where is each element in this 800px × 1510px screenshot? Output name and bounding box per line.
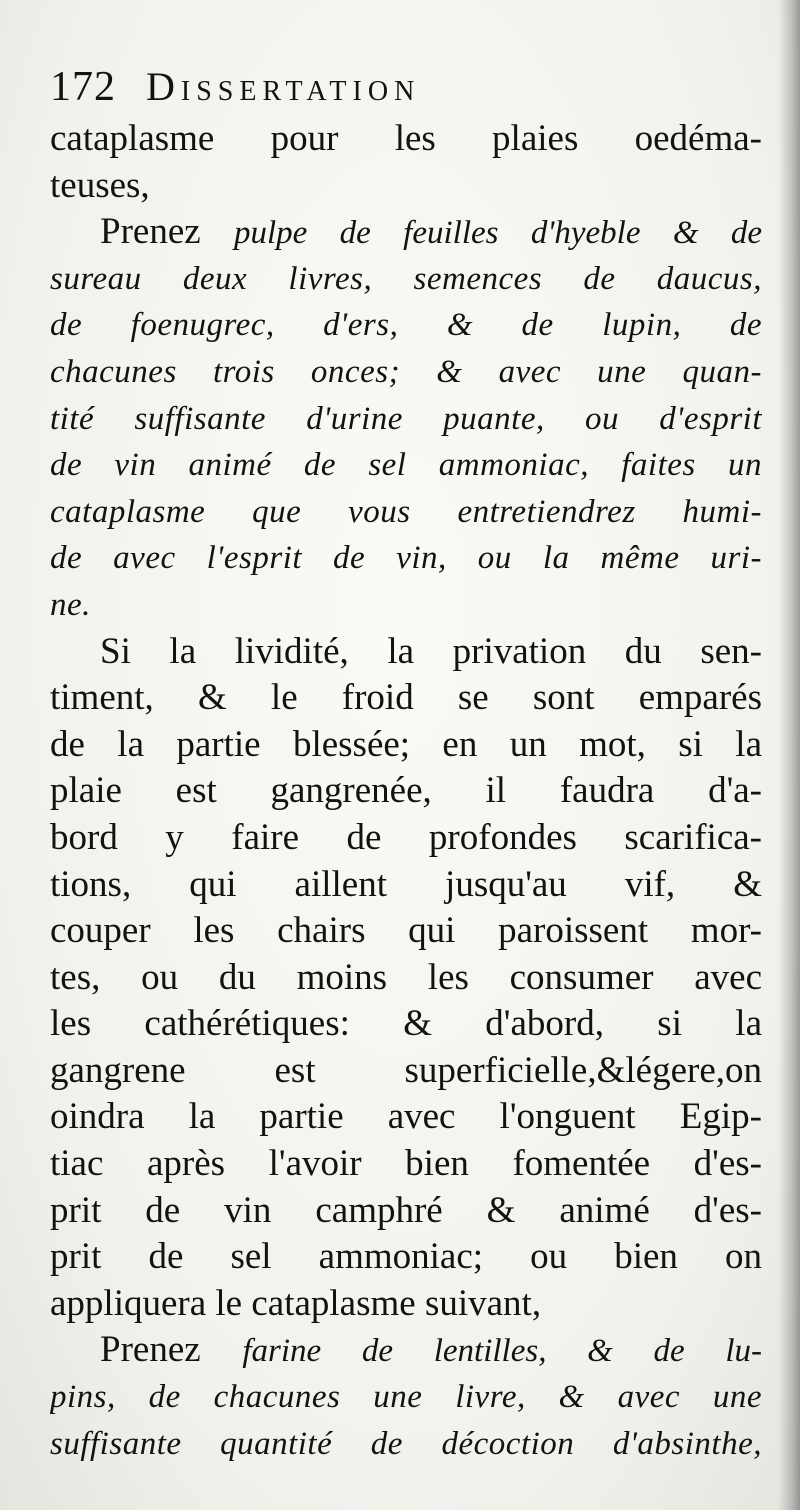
page-edge-shadow bbox=[778, 0, 800, 1510]
text-line: de la partie blessée; en un mot, si la bbox=[50, 723, 762, 765]
text-line: prit de vin camphré & animé d'es- bbox=[50, 1189, 762, 1231]
text-line: gangrene est superficielle,&légere,on bbox=[50, 1049, 762, 1091]
text-line: oindra la partie avec l'onguent Egip- bbox=[50, 1096, 762, 1138]
text-line-lead: Prenez bbox=[100, 211, 201, 253]
page-text bbox=[50, 58, 762, 1467]
running-head: Dissertation bbox=[146, 64, 421, 109]
text-line: Si la lividité, la privation du sen- bbox=[100, 630, 762, 672]
page-header bbox=[50, 58, 762, 116]
text-line: tiac après l'avoir bien fomentée d'es- bbox=[50, 1143, 762, 1185]
text-line bbox=[50, 209, 762, 256]
text-line: teuses, bbox=[50, 164, 150, 206]
text-line: prit de sel ammoniac; ou bien on bbox=[50, 1236, 762, 1278]
text-line-lead: Prenez bbox=[100, 1329, 201, 1371]
text-line: chacunes trois onces; & avec une quan- bbox=[50, 353, 762, 390]
text-line: de avec l'esprit de vin, ou la même uri- bbox=[50, 540, 762, 577]
text-line: tions, qui aillent jusqu'au vif, & bbox=[50, 863, 762, 905]
text-line: bord y faire de profondes scarifica- bbox=[50, 816, 762, 858]
text-line: de vin animé de sel ammoniac, faites un bbox=[50, 447, 762, 484]
text-line: pins, de chacunes une livre, & avec une bbox=[50, 1379, 762, 1416]
text-line: cataplasme pour les plaies oedéma- bbox=[50, 118, 762, 159]
text-line: sureau deux livres, semences de daucus, bbox=[50, 260, 762, 297]
text-line: tité suffisante d'urine puante, ou d'esprit bbox=[50, 400, 762, 437]
text-line: appliquera le cataplasme suivant, bbox=[50, 1282, 542, 1324]
text-line: tes, ou du moins les consumer avec bbox=[50, 956, 762, 998]
text-line: plaie est gangrenée, il faudra d'a- bbox=[50, 770, 762, 812]
text-line bbox=[50, 1327, 762, 1374]
text-line: timent, & le froid se sont emparés bbox=[50, 677, 762, 719]
text-line: les cathérétiques: & d'abord, si la bbox=[50, 1003, 762, 1045]
text-line: de foenugrec, d'ers, & de lupin, de bbox=[50, 307, 762, 344]
text-line: suffisante quantité de décoction d'absinthe, bbox=[50, 1425, 762, 1462]
text-line-italic: pulpe de feuilles d'hyeble & de bbox=[234, 215, 762, 252]
text-line: cataplasme que vous entretiendrez humi- bbox=[50, 493, 762, 530]
page-number: 172 bbox=[50, 64, 116, 110]
text-line-italic: farine de lentilles, & de lu- bbox=[242, 1333, 762, 1370]
text-line: couper les chairs qui paroissent mor- bbox=[50, 910, 762, 952]
text-line: ne. bbox=[50, 586, 91, 623]
